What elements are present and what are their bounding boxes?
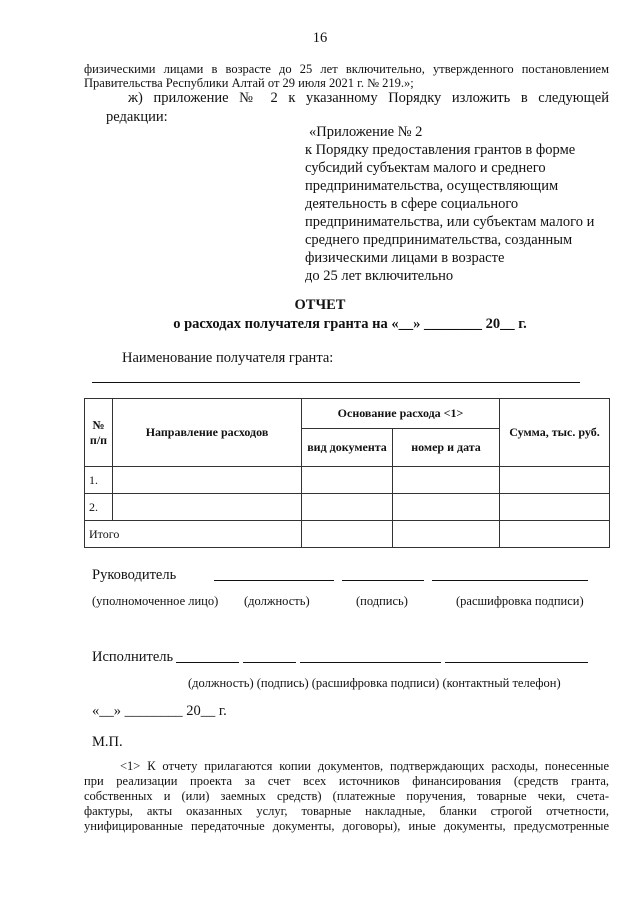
total-label: Итого: [85, 521, 302, 548]
recipient-name-line[interactable]: [92, 382, 580, 383]
caption-position: (должность): [244, 594, 310, 608]
intro-line-1: физическими лицами в возрасте до 25 лет включительно, утвержденного постановлением: [84, 62, 609, 76]
cell-direction[interactable]: [113, 494, 302, 521]
header-basis: Основание расхода <1>: [302, 399, 500, 429]
executor-captions: (должность) (подпись) (расшифровка подписи) (контактный телефон): [188, 676, 561, 690]
cell-total-doc-type[interactable]: [302, 521, 393, 548]
cell-number-date[interactable]: [393, 494, 500, 521]
executor-label: Исполнитель: [92, 649, 174, 665]
cell-total-sum[interactable]: [500, 521, 610, 548]
report-title: ОТЧЕТ: [294, 297, 346, 313]
footnote-line-1: <1> К отчету прилагаются копии документов, подтверждающих расходы, понесенные: [120, 759, 609, 773]
executor-signature-line[interactable]: [243, 662, 296, 663]
header-sum: Сумма, тыс. руб.: [500, 399, 610, 467]
table-total-row: [85, 521, 610, 548]
executor-phone-line[interactable]: [445, 662, 588, 663]
cell-doc-type[interactable]: [302, 467, 393, 494]
cell-total-number-date[interactable]: [393, 521, 500, 548]
caption-decryption: (расшифровка подписи): [456, 594, 584, 608]
head-decryption-line[interactable]: [432, 580, 588, 581]
row-num: 2.: [85, 494, 113, 521]
appendix-line-9: до 25 лет включительно: [305, 268, 454, 284]
appendix-line-1: «Приложение № 2: [309, 124, 423, 140]
table-row: [85, 467, 610, 494]
appendix-line-6: предпринимательства, или субъектам малого и: [305, 214, 595, 230]
appendix-line-7: среднего предпринимательства, созданным: [305, 232, 573, 248]
expense-table: [84, 398, 610, 548]
head-signature-line[interactable]: [342, 580, 424, 581]
date-line: «__» ________ 20__ г.: [92, 703, 227, 719]
footnote-line-5: унифицированные передаточные документы, договоры), иные документы, предусмотренные: [84, 819, 609, 833]
intro-line-2: Правительства Республики Алтай от 29 июля 2021 г. № 219.»;: [84, 76, 414, 90]
recipient-label: Наименование получателя гранта:: [122, 350, 334, 366]
cell-doc-type[interactable]: [302, 494, 393, 521]
cell-sum[interactable]: [500, 494, 610, 521]
appendix-line-8: физическими лицами в возрасте: [305, 250, 505, 266]
footnote-line-2: при реализации проекта за счет всех источников финансирования (средств гранта,: [84, 774, 609, 788]
item-zh-line-2: редакции:: [106, 109, 168, 125]
appendix-line-3: субсидий субъектам малого и среднего: [305, 160, 546, 176]
appendix-line-2: к Порядку предоставления грантов в форме: [305, 142, 576, 158]
header-num: № п/п: [85, 399, 113, 467]
footnote-line-3: собственных и (или) заемных средств) (платежные поручения, товарные чеки, счета-: [84, 789, 609, 803]
cell-sum[interactable]: [500, 467, 610, 494]
executor-decryption-line[interactable]: [300, 662, 441, 663]
appendix-line-4: предпринимательства, осуществляющим: [305, 178, 559, 194]
executor-position-line[interactable]: [176, 662, 239, 663]
page-number: 16: [312, 30, 328, 46]
report-subtitle: о расходах получателя гранта на «__» ________ 20__ г.: [173, 316, 527, 332]
stamp-label: М.П.: [92, 734, 123, 750]
row-num: 1.: [85, 467, 113, 494]
header-number-date: номер и дата: [393, 429, 500, 467]
head-label: Руководитель: [92, 567, 177, 583]
caption-authorized: (уполномоченное лицо): [92, 594, 219, 608]
footnote-line-4: фактуры, акты оказанных услуг, товарные накладные, бланки строгой отчетности,: [84, 804, 609, 818]
caption-signature: (подпись): [356, 594, 408, 608]
cell-direction[interactable]: [113, 467, 302, 494]
item-zh-line-1: ж) приложение № 2 к указанному Порядку изложить в следующей: [128, 90, 609, 106]
header-doc-type: вид документа: [302, 429, 393, 467]
table-row: [85, 494, 610, 521]
head-position-line[interactable]: [214, 580, 334, 581]
cell-number-date[interactable]: [393, 467, 500, 494]
appendix-line-5: деятельность в сфере социального: [305, 196, 519, 212]
header-direction: Направление расходов: [113, 399, 302, 467]
